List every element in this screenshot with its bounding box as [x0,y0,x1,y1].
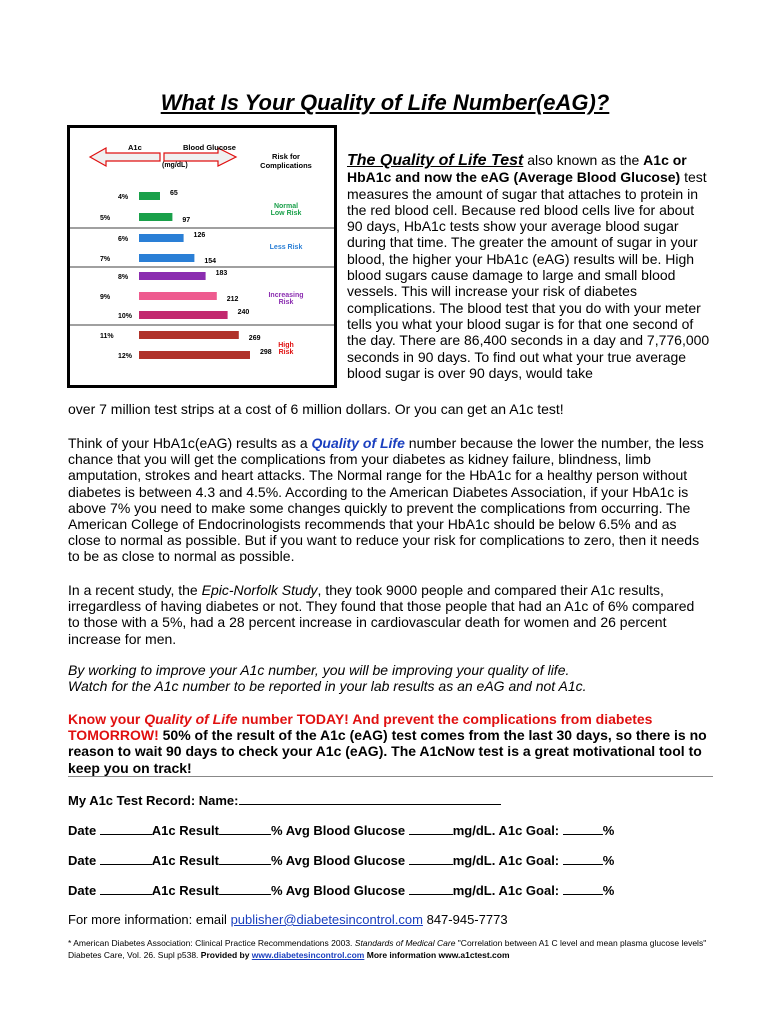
avg-glucose-field[interactable] [409,852,453,865]
paragraph-improve [68,662,708,694]
record-label: mg/dL. A1c Goal: [452,883,563,898]
risk-label: Increasing [268,292,304,299]
a1c-value-label: 12% [118,353,133,360]
glucose-value-label: 298 [260,349,272,356]
footnote [68,937,708,961]
record-label: % [602,853,615,868]
intro-body: test measures the amount of sugar that attaches to protein in the red blood cell. Because red blood cells live for about 90 days, HbA1c tests show your average blood sugar during that time. The greater the amount of sugar in your blood, the higher your HbA1c (eAG) results will be. High blood sugars cause damage to large and small blood vessels. This will increase your risk of diabetes complications. The blood test that you do with your meter tells you what your blood sugar is for that one second of the day. There are 86,400 seconds in a day and 7,776,000 seconds in 90 days. To find out what your true average blood sugar is over 90 days, would take [347,169,710,381]
more-info [68,912,508,927]
a1c-chart-svg [70,128,334,385]
avg-glucose-field[interactable] [409,882,453,895]
para4-line2: Watch for the A1c number to be reported in your lab results as an eAG and not A1c. [68,678,587,695]
callout-quality-of-life: Quality of Life [144,711,238,727]
record-label: Date [68,823,100,838]
para3-text-a: In a recent study, the [68,582,202,598]
glucose-value-label: 97 [182,217,191,224]
more-info-text: For more information: email [68,912,231,927]
record-label: Date [68,853,100,868]
a1c-value-label: 5% [100,215,111,222]
para3-study-name: Epic-Norfolk Study [201,582,318,598]
avg-glucose-field[interactable] [409,822,453,835]
risk-label: Normal [273,203,299,210]
glucose-value-label: 212 [226,296,239,303]
glucose-value-label: 240 [237,309,250,316]
footnote-more-info: More information www.a1ctest.com [364,950,510,960]
record-label: A1c Result [151,823,219,838]
chart-bar [139,234,184,242]
record-label: % [602,823,615,838]
date-field[interactable] [100,882,152,895]
record-label: A1c Result [151,853,219,868]
para2-text-b: number because the lower the number, the less chance that you will get the complications from your diabetes as kidney failure, blindness, limb amputation, strokes and heart attacks. The Normal range for the HbA1c for a healthy person without diabetes is between 4.3 and 4.5%. According to the American Diabetes Association, if your HbA1c is above 7% you need to make some changes quickly to prevent the complications from occurring. The American College of Endocrinologists recommends that your HbA1c should be below 6.5% and as close to normal as possible. But if you want to reduce your risk for complications to zero, then it needs to be as close to normal as possible. [68,435,704,565]
footnote-provided: Provided by [200,950,252,960]
header-blood-glucose: Blood Glucose [183,143,236,152]
header-risk-2: Complications [260,161,312,170]
record-label: % Avg Blood Glucose [271,853,409,868]
record-label: % [602,883,615,898]
a1c-value-label: 6% [118,236,129,243]
a1c-value-label: 11% [100,333,114,340]
header-a1c: A1c [128,143,142,152]
para4-line1: By working to improve your A1c number, you will be improving your quality of life. [68,662,570,678]
left-arrow-icon [90,148,160,166]
header-unit: (mg/dL) [162,162,188,169]
callout-red-1: Know your [68,711,145,727]
phone-number: 847-945-7773 [422,912,508,927]
a1c-goal-field[interactable] [563,822,603,835]
email-link[interactable]: publisher@diabetesincontrol.com [230,912,423,927]
divider [68,776,713,777]
chart-bar [139,192,160,200]
glucose-value-label: 154 [204,258,217,265]
page-title: What Is Your Quality of Life Number(eAG)? [160,90,610,115]
intro-text-1: also known as the [523,152,644,168]
record-label: % Avg Blood Glucose [271,883,409,898]
chart-bar [139,311,228,319]
footnote-ref: * American Diabetes Association: Clinical Practice Recommendations 2003. [68,938,355,948]
para2-quality-of-life: Quality of Life [311,435,405,451]
intro-heading: The Quality of Life Test [347,152,524,169]
record-label: mg/dL. A1c Goal: [452,853,563,868]
footnote-italic: Standards of Medical Care [354,938,456,948]
a1c-goal-field[interactable] [563,882,603,895]
risk-label: High [278,342,294,349]
glucose-value-label: 126 [193,232,206,239]
a1c-result-field[interactable] [219,822,271,835]
glucose-value-label: 183 [215,270,228,277]
paragraph-study [68,582,708,647]
callout-black: 50% of the result of the A1c (eAG) test comes from the last 30 days, so there is no reason to wait 90 days to check your A1c (eAG). The A1cNow test is a great motivational tool to keep you on track! [68,727,707,776]
chart-bar [139,292,217,300]
record-name-line [68,792,501,808]
a1c-value-label: 10% [118,313,133,320]
record-row [68,822,614,838]
chart-bar [139,272,206,280]
record-label: Date [68,883,100,898]
a1c-goal-field[interactable] [563,852,603,865]
risk-label: Less Risk [269,244,303,251]
glucose-value-label: 65 [170,190,178,197]
intro-bold: A1c or HbA1c and now the eAG (Average Blood Glucose) [347,152,687,186]
chart-bar [139,254,194,262]
record-label: mg/dL. A1c Goal: [452,823,563,838]
risk-label: Risk [278,299,294,306]
a1c-result-field[interactable] [219,852,271,865]
header-risk-1: Risk for [272,152,300,161]
a1c-value-label: 9% [100,294,111,301]
risk-label: Risk [278,349,294,356]
record-name-label: My A1c Test Record: Name: [68,793,239,808]
para2-text-a: Think of your HbA1c(eAG) results as a [68,435,312,451]
a1c-value-label: 4% [118,194,129,201]
intro-tail: over 7 million test strips at a cost of 6 million dollars. Or you can get an A1c test! [68,401,564,417]
record-label: % Avg Blood Glucose [271,823,409,838]
a1c-value-label: 8% [118,274,129,281]
date-field[interactable] [100,852,152,865]
record-row [68,852,614,868]
intro-paragraph [347,152,713,381]
footnote-website-link[interactable]: www.diabetesincontrol.com [251,950,365,960]
callout-red-2: number TODAY! And prevent the complications from diabetes TOMORROW! [68,711,653,744]
a1c-chart [67,125,337,388]
callout-paragraph [68,711,708,776]
glucose-value-label: 269 [248,335,261,342]
risk-label: Low Risk [270,210,302,217]
para3-text-b: , they took 9000 people and compared their A1c results, irregardless of having diabetes or not. They found that those people that had an A1c of 6% compared to those with a 5%, had a 28 percent increase in cardiovascular death for women and 26 percent increase for men. [68,582,695,647]
record-label: A1c Result [151,883,219,898]
record-name-field[interactable] [239,792,501,805]
footnote-citation: "Correlation between A1 C level and mean plasma glucose levels" Diabetes Care, Vol. 26. Supl p538. [68,938,707,960]
chart-bar [139,213,172,221]
a1c-value-label: 7% [100,256,111,263]
chart-bar [139,331,239,339]
date-field[interactable] [100,822,152,835]
a1c-result-field[interactable] [219,882,271,895]
chart-bar [139,351,250,359]
record-row [68,882,614,898]
paragraph-quality-of-life [68,435,708,565]
